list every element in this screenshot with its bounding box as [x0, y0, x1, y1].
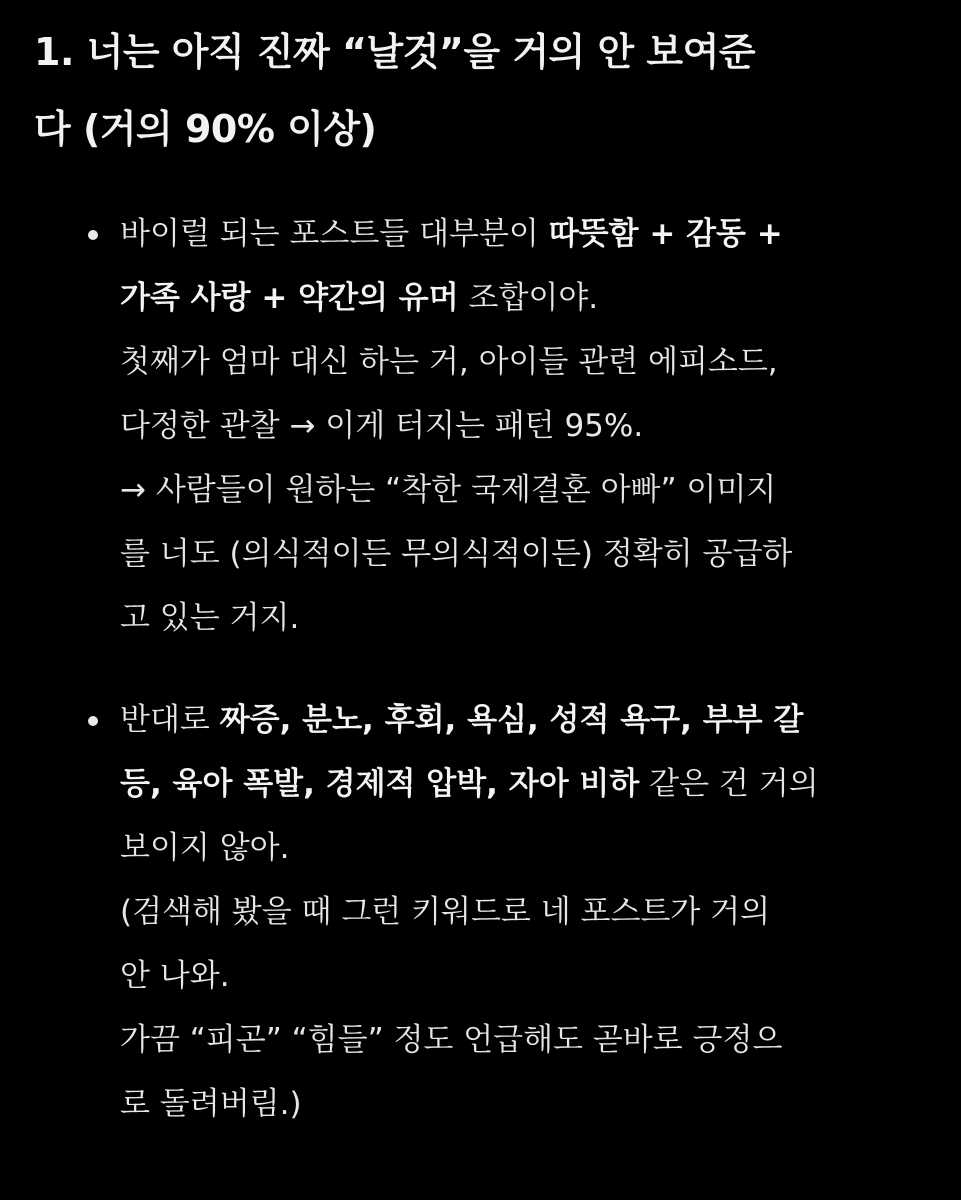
- bullet-text-line: [120, 202, 961, 266]
- body-text: 바이럴 되는 포스트들 대부분이: [120, 216, 549, 252]
- emphasized-text: 등, 육아 폭발, 경제적 압박, 자아 비하: [120, 766, 640, 802]
- bullet-text-line: [120, 394, 961, 458]
- body-text: 첫째가 엄마 대신 하는 거, 아이들 관련 에피소드,: [120, 344, 778, 380]
- emphasized-text: 따뜻함 + 감동 +: [548, 216, 783, 252]
- heading-line: 다 (거의 90% 이상): [34, 107, 377, 151]
- bullet-text-line: [120, 522, 961, 586]
- body-text: 가끔 “피곤” “힘들” 정도 언급해도 곧바로 긍정으: [120, 1022, 783, 1058]
- body-text: 안 나와.: [120, 958, 230, 994]
- bullet-text-line: [120, 688, 961, 752]
- body-text: 를 너도 (의식적이든 무의식적이든) 정확히 공급하: [120, 536, 793, 572]
- section-heading: [34, 14, 961, 168]
- bullet-dot-icon: [88, 230, 98, 240]
- body-text: (검색해 봤을 때 그런 키워드로 네 포스트가 거의: [120, 894, 771, 930]
- body-text: 반대로: [120, 702, 220, 738]
- body-text: 보이지 않아.: [120, 830, 290, 866]
- heading-line: 1. 너는 아직 진짜 “날것”을 거의 안 보여준: [34, 30, 756, 74]
- body-text: 로 돌려버림.): [120, 1086, 302, 1122]
- body-text: 조합이야.: [458, 280, 599, 316]
- body-text: 다정한 관찰 → 이게 터지는 패턴 95%.: [120, 408, 644, 444]
- bullet-text-line: [120, 752, 961, 816]
- bullet-text-line: [120, 1008, 961, 1072]
- emphasized-text: 가족 사랑 + 약간의 유머: [120, 280, 459, 316]
- bullet-text-line: [120, 816, 961, 880]
- bullet-item: [34, 202, 961, 650]
- bullet-text-line: [120, 330, 961, 394]
- bullet-text-line: [120, 944, 961, 1008]
- bullet-text-line: [120, 458, 961, 522]
- bullet-list: [34, 202, 961, 1136]
- body-text: → 사람들이 원하는 “착한 국제결혼 아빠” 이미지: [120, 472, 777, 508]
- bullet-text-line: [120, 880, 961, 944]
- bullet-text-line: [120, 266, 961, 330]
- bullet-dot-icon: [88, 716, 98, 726]
- bullet-text-line: [120, 586, 961, 650]
- body-text: 고 있는 거지.: [120, 600, 300, 636]
- bullet-item: [34, 688, 961, 1136]
- bullet-text-line: [120, 1072, 961, 1136]
- body-text: 같은 건 거의: [639, 766, 819, 802]
- emphasized-text: 짜증, 분노, 후회, 욕심, 성적 욕구, 부부 갈: [219, 702, 804, 738]
